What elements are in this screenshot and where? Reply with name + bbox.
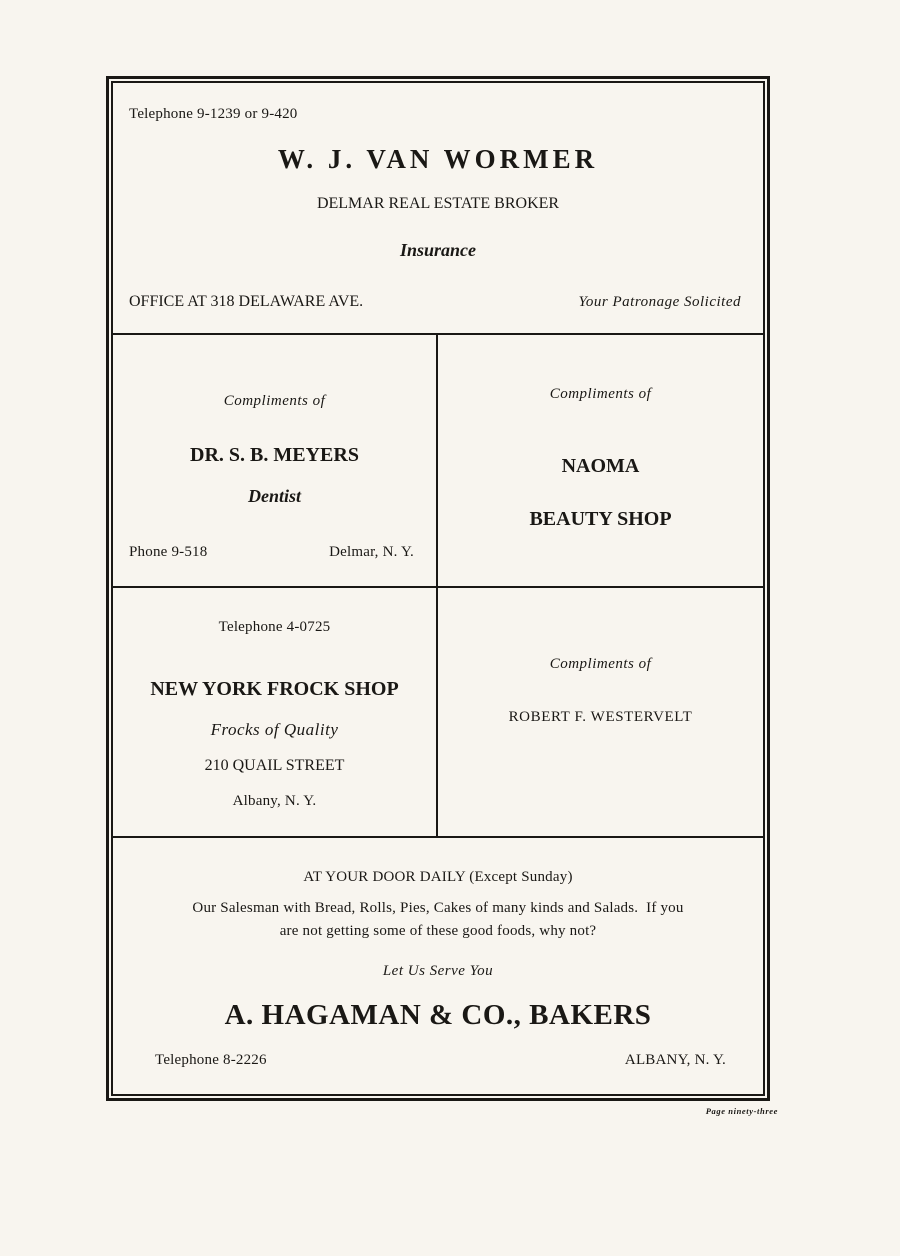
meyers-name: DR. S. B. MEYERS (190, 444, 359, 466)
naoma-compliments: Compliments of (549, 386, 652, 402)
van-wormer-telephone: Telephone 9-1239 or 9-420 (129, 106, 298, 122)
page-border-inner (111, 81, 765, 1096)
van-wormer-title: DELMAR REAL ESTATE BROKER (316, 195, 560, 212)
divider-middle (113, 586, 763, 588)
hagaman-body-line1: Our Salesman with Bread, Rolls, Pies, Cakes of many kinds and Salads. If you (192, 900, 684, 916)
westervelt-compliments: Compliments of (549, 656, 652, 672)
westervelt-name: ROBERT F. WESTERVELT (508, 709, 693, 725)
van-wormer-service: Insurance (399, 240, 477, 260)
hagaman-headline: AT YOUR DOOR DAILY (Except Sunday) (303, 869, 573, 885)
van-wormer-office: OFFICE AT 318 DELAWARE AVE. (129, 293, 364, 310)
meyers-phone: Phone 9-518 (129, 544, 208, 560)
naoma-beauty-shop: BEAUTY SHOP (529, 508, 672, 530)
frock-shop-name: NEW YORK FROCK SHOP (150, 678, 399, 700)
meyers-compliments: Compliments of (223, 393, 326, 409)
frock-shop-city: Albany, N. Y. (232, 793, 317, 809)
divider-top (113, 333, 763, 335)
divider-bottom (113, 836, 763, 838)
divider-vertical (436, 335, 438, 837)
page-number: Page ninety-three (705, 1106, 778, 1116)
hagaman-city: ALBANY, N. Y. (624, 1052, 726, 1068)
hagaman-telephone: Telephone 8-2226 (155, 1052, 267, 1068)
meyers-location: Delmar, N. Y. (329, 544, 414, 560)
naoma-name: NAOMA (561, 455, 640, 477)
frock-shop-address: 210 QUAIL STREET (204, 757, 345, 774)
van-wormer-name: W. J. VAN WORMER (277, 144, 599, 174)
meyers-profession: Dentist (247, 486, 301, 506)
frock-shop-telephone: Telephone 4-0725 (218, 619, 331, 635)
hagaman-name: A. HAGAMAN & CO., BAKERS (224, 999, 652, 1031)
frock-shop-tagline: Frocks of Quality (210, 720, 339, 739)
van-wormer-tagline: Your Patronage Solicited (578, 294, 741, 310)
hagaman-body-line2: are not getting some of these good foods, why not? (279, 923, 597, 939)
hagaman-tagline: Let Us Serve You (382, 963, 494, 979)
